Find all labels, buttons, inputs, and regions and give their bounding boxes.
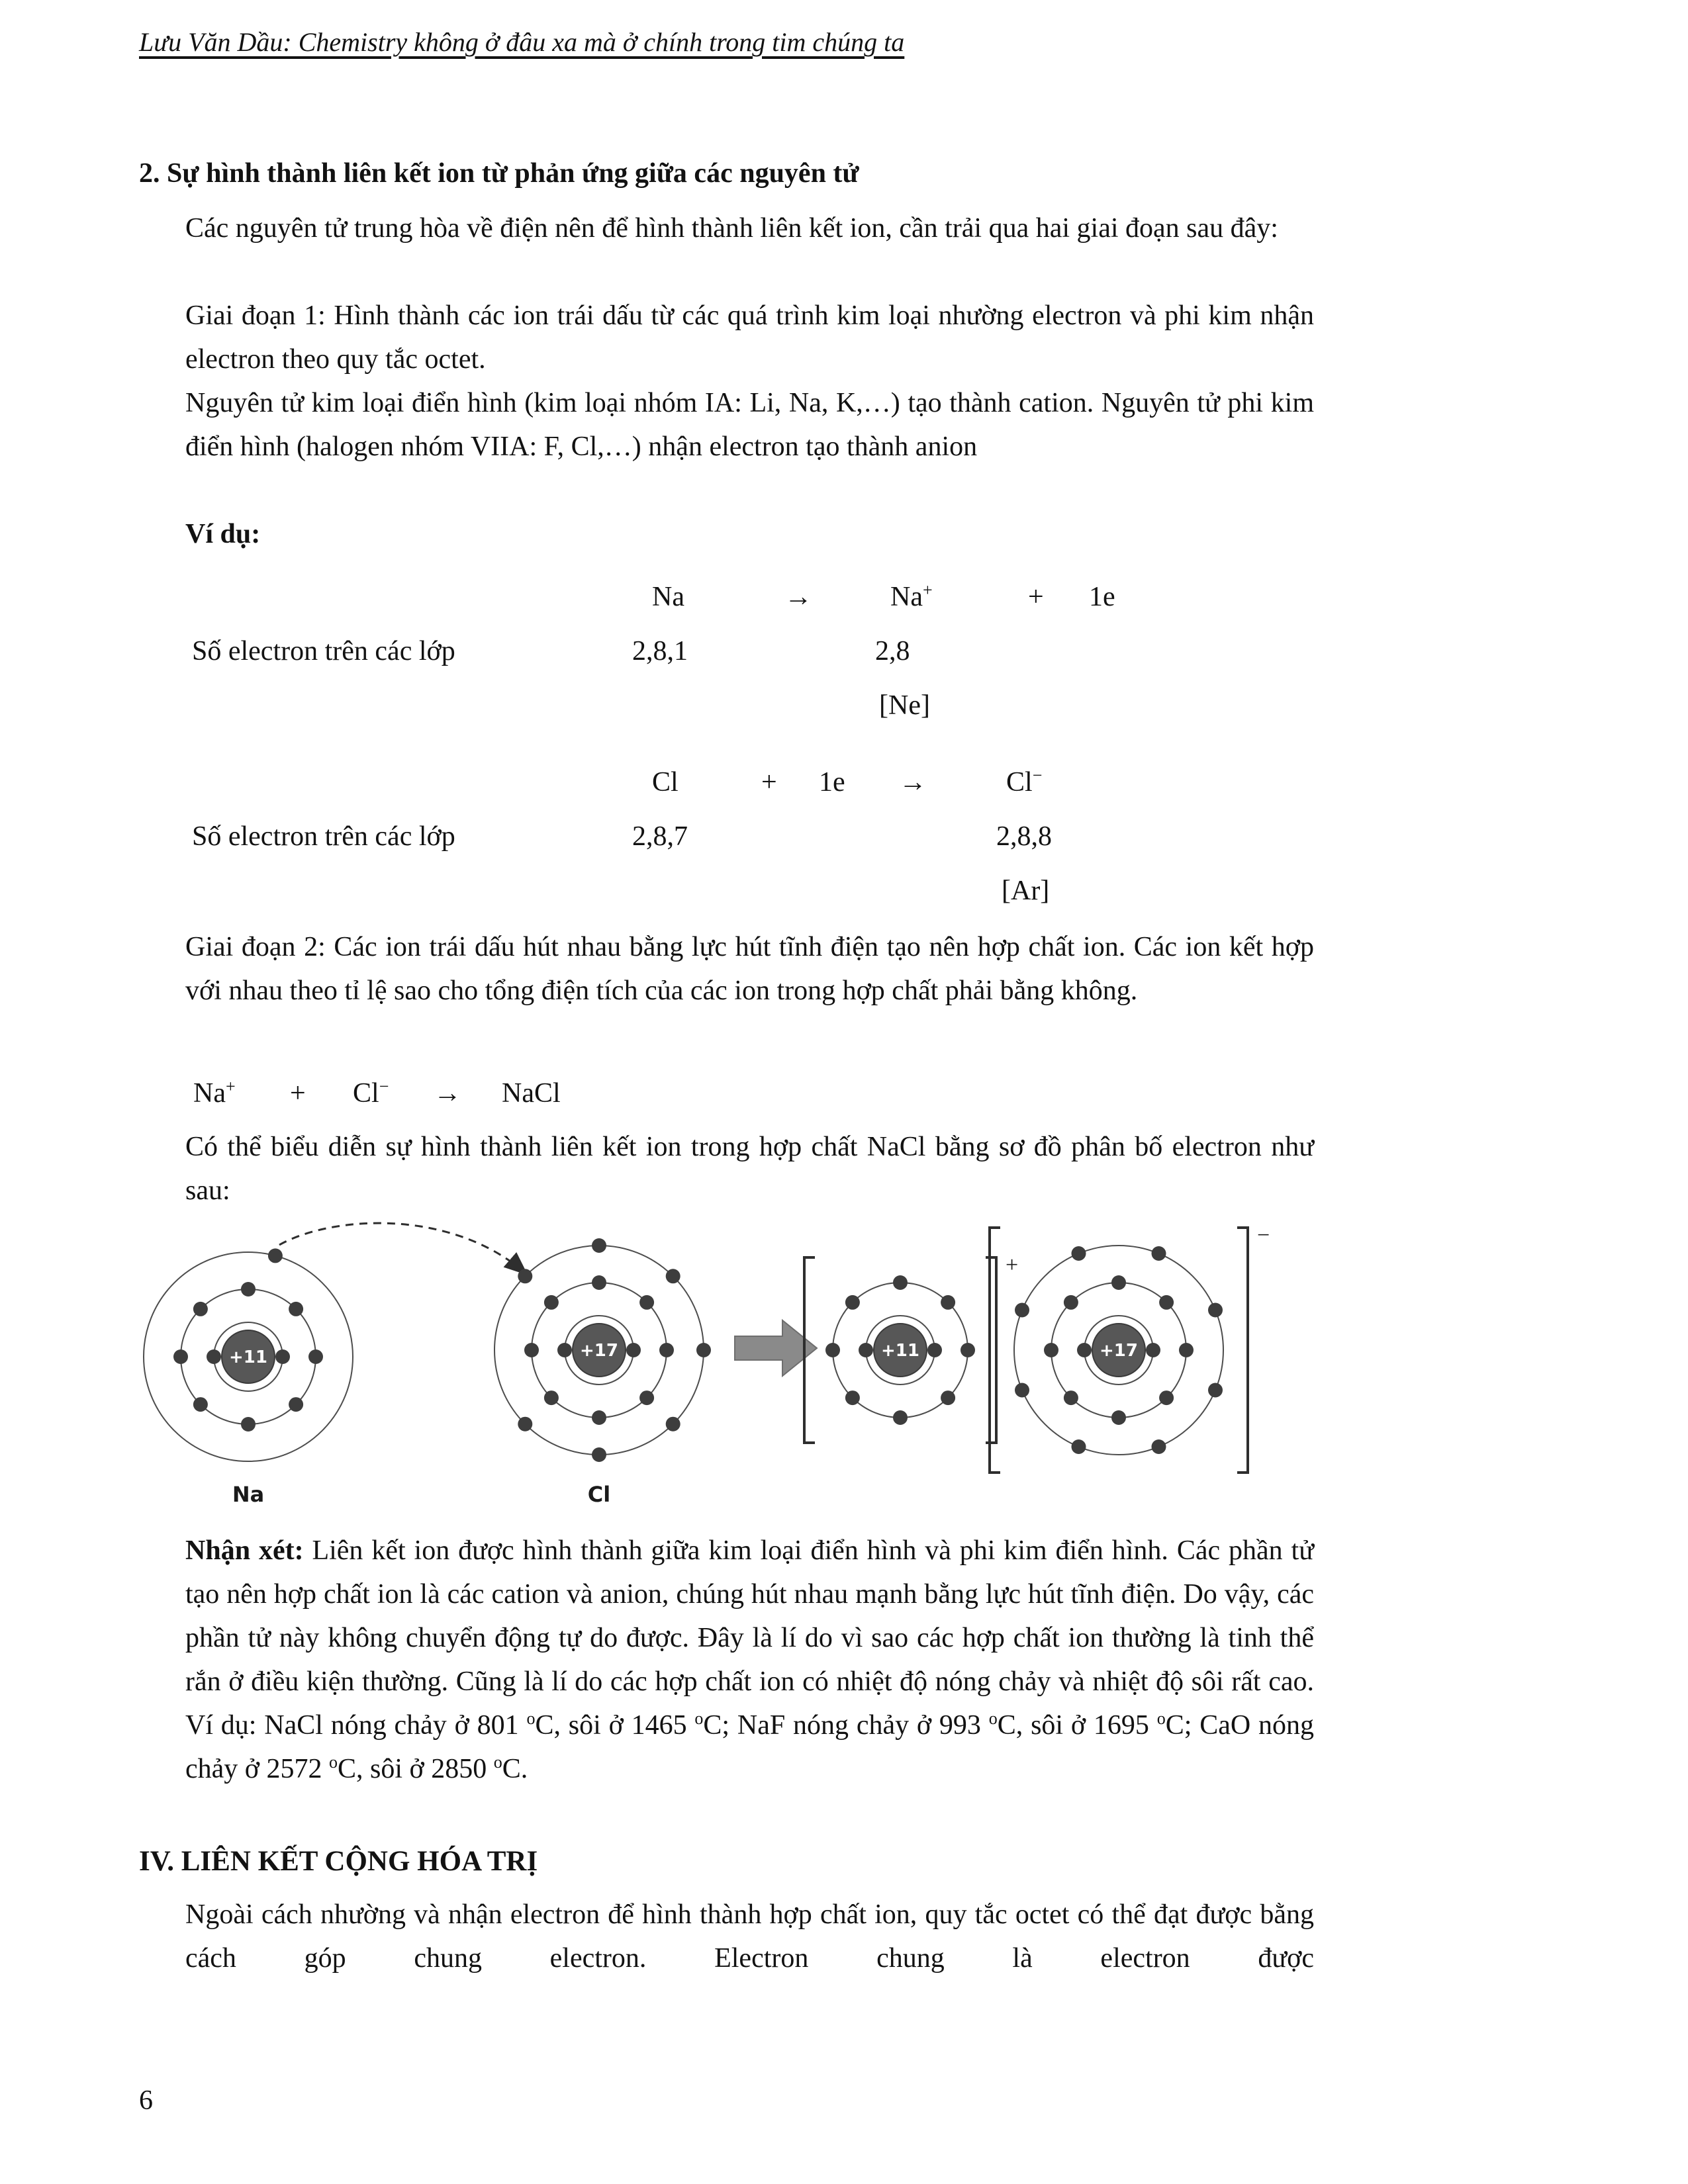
ion-charge-label: − bbox=[1257, 1223, 1270, 1248]
eq-cl-config-after: 2,8,8 bbox=[996, 821, 1052, 852]
electron-dot bbox=[592, 1410, 606, 1425]
nucleus-charge-label: +17 bbox=[1100, 1341, 1138, 1361]
paragraph-covalent-intro: Ngoài cách nhường và nhận electron để hình thành hợp chất ion, quy tắc octet có thể đạt được bằng cách góp chung electron. Electron chung là electron được bbox=[185, 1899, 1314, 1974]
cl-atom bbox=[494, 1238, 711, 1507]
electron-dot bbox=[666, 1269, 680, 1283]
electron-dot bbox=[1111, 1410, 1126, 1425]
electron-dot bbox=[1152, 1246, 1166, 1261]
eq-na-arrow: → bbox=[784, 582, 812, 612]
example-label: Ví dụ: bbox=[185, 519, 261, 549]
electron-dot bbox=[544, 1295, 559, 1310]
electron-dot bbox=[1152, 1439, 1166, 1454]
electron-diagram bbox=[106, 1221, 1297, 1512]
eq-na-config-before: 2,8,1 bbox=[632, 636, 688, 666]
eq-nacl-arrow: → bbox=[434, 1078, 461, 1109]
electron-dot bbox=[193, 1397, 208, 1412]
eq-cl-plus: + bbox=[761, 767, 777, 797]
electron-dot bbox=[845, 1295, 860, 1310]
page-header: Lưu Văn Dầu: Chemistry không ở đâu xa mà ở chính trong tim chúng ta bbox=[139, 27, 905, 57]
nucleus-charge-label: +11 bbox=[881, 1341, 919, 1361]
eq-cl-config-before: 2,8,7 bbox=[632, 821, 688, 852]
bracket-right bbox=[1237, 1228, 1248, 1473]
section-4-heading: IV. LIÊN KẾT CỘNG HÓA TRỊ bbox=[139, 1846, 538, 1877]
electron-dot bbox=[1072, 1439, 1086, 1454]
electron-dot bbox=[207, 1349, 221, 1364]
electron-dot bbox=[1208, 1303, 1223, 1318]
eq-cl-noble-config: [Ar] bbox=[1002, 876, 1050, 906]
eq-nacl-ion2: Cl− bbox=[353, 1077, 389, 1109]
eq-cl-arrow: → bbox=[899, 767, 927, 797]
electron-dot bbox=[859, 1343, 873, 1357]
electron-dot bbox=[308, 1349, 323, 1364]
section-2-heading: 2. Sự hình thành liên kết ion từ phản ứng giữa các nguyên tử bbox=[139, 158, 859, 189]
eq-na-electron: 1e bbox=[1089, 582, 1115, 612]
electron-dot bbox=[518, 1269, 532, 1283]
electron-dot bbox=[544, 1390, 559, 1405]
electron-dot bbox=[845, 1390, 860, 1405]
electron-dot bbox=[639, 1390, 654, 1405]
electron-dot bbox=[1111, 1275, 1126, 1290]
paragraph-typical-elements: Nguyên tử kim loại điển hình (kim loại nhóm IA: Li, Na, K,…) tạo thành cation. Nguyên tử phi kim điển hình (halogen nhóm VIIA: F, Cl,…) nhận electron tạo thành anion bbox=[185, 388, 1314, 462]
electron-dot bbox=[639, 1295, 654, 1310]
electron-dot bbox=[1077, 1343, 1092, 1357]
eq-cl-reactant: Cl bbox=[652, 767, 679, 797]
eq-nacl-product: NaCl bbox=[502, 1078, 561, 1109]
electron-dot bbox=[941, 1295, 955, 1310]
eq-na-row-label: Số electron trên các lớp bbox=[192, 636, 455, 666]
eq-cl-electron: 1e bbox=[819, 767, 845, 797]
eq-nacl-ion1: Na+ bbox=[193, 1077, 236, 1109]
atom-label: Na bbox=[232, 1482, 265, 1507]
na-ion bbox=[804, 1253, 1018, 1443]
electron-dot bbox=[592, 1238, 606, 1253]
eq-na-reactant: Na bbox=[652, 582, 684, 612]
electron-dot bbox=[241, 1282, 256, 1297]
atom-label: Cl bbox=[587, 1482, 611, 1507]
electron-dot bbox=[1179, 1343, 1194, 1357]
cl-ion bbox=[990, 1223, 1270, 1473]
eq-na-config-after: 2,8 bbox=[875, 636, 910, 666]
nucleus-charge-label: +17 bbox=[580, 1341, 618, 1361]
paragraph-remark: Nhận xét: Liên kết ion được hình thành giữa kim loại điển hình và phi kim điển hình. Các phần tử tạo nên hợp chất ion là các cation và anion, chúng hút nhau mạnh bằng lực hút tĩnh điện. Do vậy, các phần tử này không chuyển động tự do được. Đây là lí do vì sao các hợp chất ion thường là tinh thể rắn ở điều kiện thường. Cũng là lí do các hợp chất ion có nhiệt độ nóng chảy và nhiệt độ sôi rất cao. Ví dụ: NaCl nóng chảy ở 801 $^o$C, sôi ở 1465 $^o$C; NaF nóng chảy ở 993 $^o$C, sôi ở 1695 $^o$C; CaO nóng chảy ở 2572 $^o$C, sôi ở 2850 $^o$C. bbox=[185, 1535, 1315, 1784]
electron-dot bbox=[1015, 1303, 1029, 1318]
atoms-container bbox=[144, 1223, 1270, 1507]
electron-dot bbox=[173, 1349, 188, 1364]
paragraph-intro: Các nguyên tử trung hòa về điện nên để hình thành liên kết ion, cần trải qua hai giai đoạn sau đây: bbox=[185, 213, 1278, 244]
eq-na-plus: + bbox=[1028, 582, 1044, 612]
eq-na-product: Na+ bbox=[890, 580, 933, 612]
electron-dot bbox=[941, 1390, 955, 1405]
electron-dot bbox=[289, 1302, 303, 1316]
electron-dot bbox=[1044, 1343, 1058, 1357]
electron-dot bbox=[961, 1343, 975, 1357]
eq-cl-product: Cl− bbox=[1006, 766, 1043, 797]
electron-dot bbox=[1159, 1295, 1174, 1310]
electron-dot bbox=[1064, 1295, 1078, 1310]
nucleus-charge-label: +11 bbox=[229, 1347, 267, 1367]
paragraph-diagram-intro: Có thể biểu diễn sự hình thành liên kết ion trong hợp chất NaCl bằng sơ đồ phân bố electron như sau: bbox=[185, 1132, 1314, 1206]
electron-dot bbox=[1015, 1383, 1029, 1398]
paragraph-stage-1: Giai đoạn 1: Hình thành các ion trái dấu từ các quá trình kim loại nhường electron và phi kim nhận electron theo quy tắc octet. bbox=[185, 300, 1314, 375]
electron-dot bbox=[1146, 1343, 1160, 1357]
electron-dot bbox=[557, 1343, 572, 1357]
electron-dot bbox=[592, 1275, 606, 1290]
electron-dot bbox=[825, 1343, 840, 1357]
eq-cl-row-label: Số electron trên các lớp bbox=[192, 821, 455, 852]
electron-dot bbox=[666, 1417, 680, 1432]
eq-nacl-plus: + bbox=[290, 1078, 306, 1109]
eq-na-noble-config: [Ne] bbox=[879, 690, 930, 721]
electron-dot bbox=[289, 1397, 303, 1412]
page-number: 6 bbox=[139, 2085, 153, 2116]
electron-dot bbox=[927, 1343, 942, 1357]
electron-dot bbox=[1208, 1383, 1223, 1398]
electron-dot bbox=[592, 1447, 606, 1462]
electron-dot bbox=[241, 1417, 256, 1432]
paragraph-stage-2: Giai đoạn 2: Các ion trái dấu hút nhau bằng lực hút tĩnh điện tạo nên hợp chất ion. Các ion kết hợp với nhau theo tỉ lệ sao cho tổng điện tích của các ion trong hợp chất phải bằng không. bbox=[185, 932, 1314, 1006]
ion-charge-label: + bbox=[1006, 1253, 1019, 1277]
electron-dot bbox=[518, 1417, 532, 1432]
electron-dot bbox=[893, 1275, 908, 1290]
electron-dot bbox=[275, 1349, 290, 1364]
electron-dot bbox=[268, 1248, 283, 1263]
electron-dot bbox=[696, 1343, 711, 1357]
electron-dot bbox=[1064, 1390, 1078, 1405]
na-atom bbox=[144, 1248, 353, 1507]
electron-dot bbox=[193, 1302, 208, 1316]
electron-dot bbox=[1159, 1390, 1174, 1405]
electron-dot bbox=[1072, 1246, 1086, 1261]
electron-dot bbox=[626, 1343, 641, 1357]
electron-dot bbox=[659, 1343, 674, 1357]
electron-dot bbox=[524, 1343, 539, 1357]
electron-dot bbox=[893, 1410, 908, 1425]
electron-transfer-arrow bbox=[279, 1223, 525, 1273]
